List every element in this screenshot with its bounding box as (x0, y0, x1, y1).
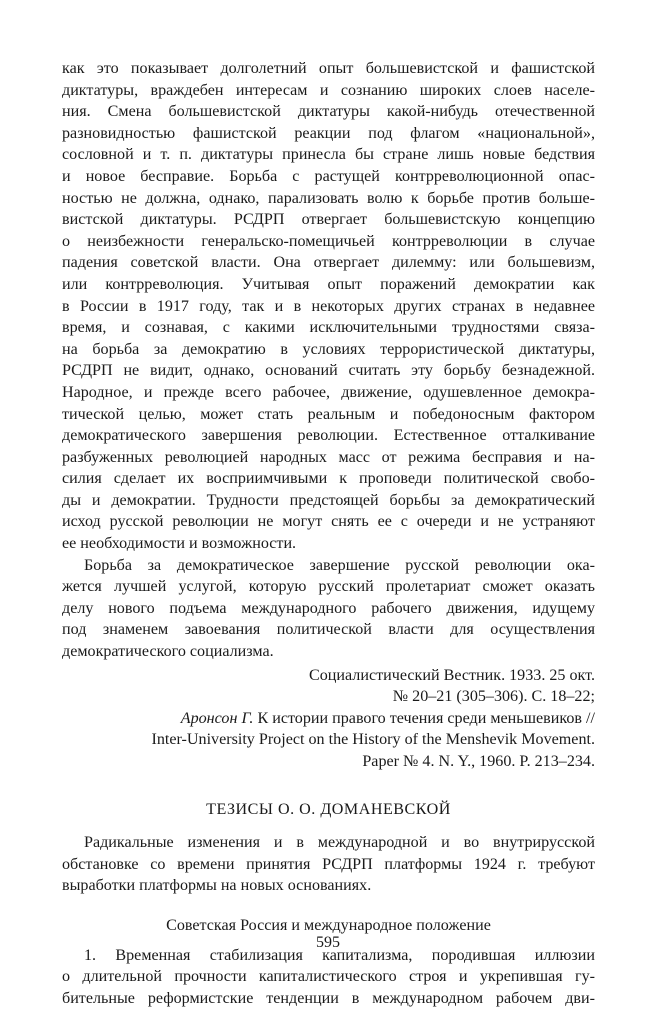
text-line: как это показывает долголетний опыт большевистской и фашистской (62, 60, 595, 77)
paragraph-1 (62, 58, 595, 555)
text-line: диктатуры, враждебен интересам и сознанию широких слоев населе- (62, 81, 595, 99)
page-body (62, 58, 595, 1009)
citation-line: № 20–21 (305–306). С. 18–22; (392, 688, 595, 706)
text-line: силия сделает их восприимчивыми к проповеди политической свобо- (62, 470, 595, 488)
text-line: Народное, и прежде всего рабочее, движение, одушевленное демокра- (62, 383, 595, 401)
text-line: в России в 1917 году, так и в некоторых других странах в недавнее (62, 297, 595, 315)
text-line: на борьба за демократию в условиях террористической диктатуры, (62, 340, 595, 358)
text-line: выработки платформы на новых основаниях. (62, 877, 372, 895)
text-line: Борьба за демократическое завершение русской революции ока- (84, 556, 595, 574)
text-line: вистской диктатуры. РСДРП отвергает большевистскую концепцию (62, 211, 595, 229)
text-line: разновидностью фашистской реакции под флагом «национальной», (62, 124, 595, 142)
text-line: падения советской власти. Она отвергает дилемму: или большевизм, (62, 254, 595, 272)
text-line: демократического социализма. (62, 643, 274, 661)
text-line: 1. Временная стабилизация капитализма, породившая иллюзии (84, 946, 595, 964)
paragraph-4 (62, 945, 595, 1009)
text-line: разбуженных революцией народных масс от режима бесправия и на- (62, 448, 595, 466)
text-line: делу нового подъема международного рабочего движения, идущему (62, 599, 595, 617)
text-line: о длительной прочности капиталистического строя и укрепившая гу- (62, 968, 595, 986)
text-line: ее необходимости и возможности. (62, 535, 297, 553)
subsection-heading: Советская Россия и международное положение (166, 916, 491, 934)
paragraph-2 (62, 555, 595, 663)
citation-title: К истории правого течения среди меньшевиков // (253, 709, 595, 727)
page-number: 595 (316, 934, 340, 951)
text-line: РСДРП не видит, однако, оснований считать эту борьбу безнадежной. (62, 362, 595, 380)
text-line: и новое бесправие. Борьба с растущей контрреволюционной опас- (62, 167, 595, 185)
text-line: обстановке со времени принятия РСДРП платформы 1924 г. требуют (62, 855, 595, 873)
section-heading: ТЕЗИСЫ О. О. ДОМАНЕВСКОЙ (206, 800, 451, 818)
text-line: жется лучшей услугой, которую русский пролетариат сможет оказать (62, 578, 595, 596)
text-line: время, и сознавая, с какими исключительными трудностями связа- (62, 319, 595, 337)
text-line: ния. Смена большевистской диктатуры какой-нибудь отечественной (62, 103, 595, 121)
text-line: бительные реформистские тенденции в международном рабочем дви- (62, 989, 595, 1007)
text-line: сословной и т. п. диктатуры принесла бы стране лишь новые бедствия (62, 146, 595, 164)
text-line: тической целью, может стать реальным и победоносным фактором (62, 405, 595, 423)
text-line: или контрреволюция. Учитывая опыт поражений демократии как (62, 275, 595, 293)
citation-line (62, 708, 595, 730)
citation-line: Inter-University Project on the History of the Menshevik Movement. (151, 731, 595, 749)
text-line: о неизбежности генеральско-помещичьей контрреволюции в случае (62, 232, 595, 250)
text-line: исход русской революции не могут снять ее с очереди и не устраняют (62, 513, 595, 531)
citation-author: Аронсон Г. (180, 709, 254, 727)
text-line: под знаменем завоевания политической власти для осуществления (62, 621, 595, 639)
text-line: ностью не должна, однако, парализовать волю к борьбе против больше- (62, 189, 595, 207)
paragraph-3 (62, 832, 595, 897)
text-line: демократического завершения революции. Естественное отталкивание (62, 427, 595, 445)
text-line: ды и демократии. Трудности предстоящей борьбы за демократический (62, 491, 595, 509)
source-citation (62, 665, 595, 773)
text-line: Радикальные изменения и в международной и во внутрирусской (84, 834, 595, 852)
citation-line: Paper № 4. N. Y., 1960. P. 213–234. (362, 753, 595, 770)
citation-line: Социалистический Вестник. 1933. 25 окт. (309, 666, 595, 684)
